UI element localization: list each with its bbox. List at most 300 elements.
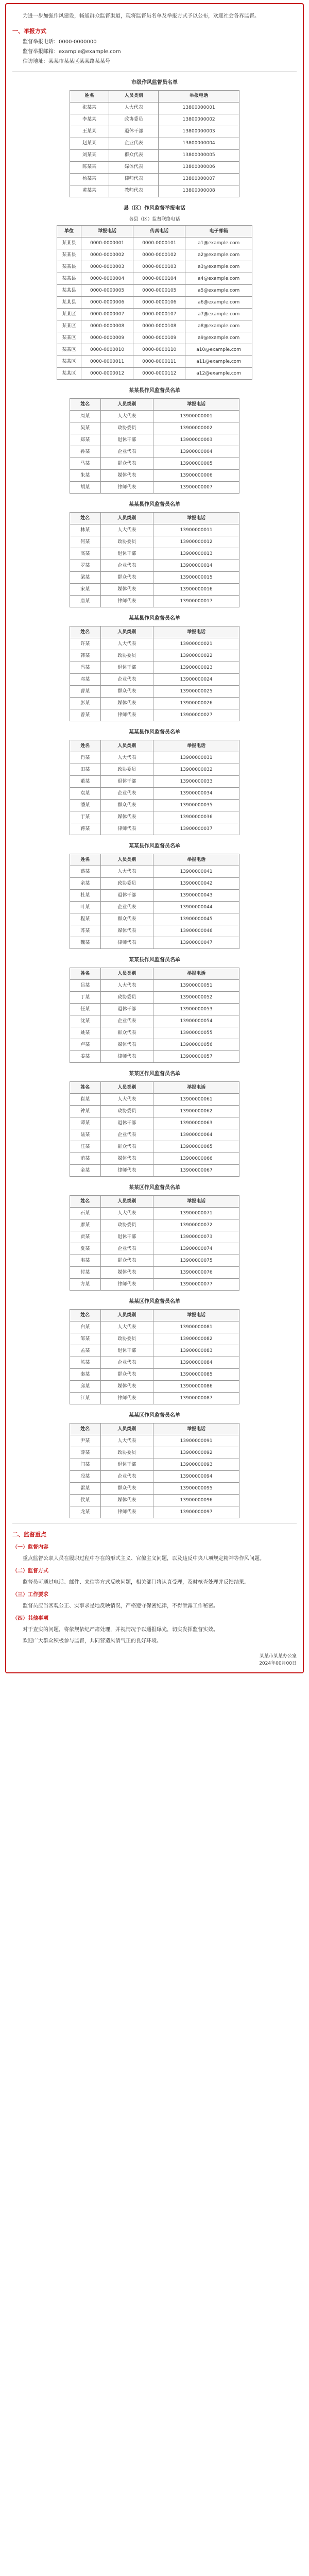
table-cell: 群众代表 bbox=[100, 457, 153, 469]
table-cell: 0000-0000003 bbox=[81, 261, 133, 273]
table-row bbox=[70, 1357, 239, 1368]
signature-block bbox=[12, 1653, 297, 1668]
table-header-cell: 姓名 bbox=[70, 90, 109, 102]
table-cell: 0000-0000012 bbox=[81, 367, 133, 379]
table-cell: 媒体代表 bbox=[100, 1494, 153, 1506]
table-cell: 律师代表 bbox=[100, 1278, 153, 1290]
table-cell: 群众代表 bbox=[109, 149, 159, 161]
table-cell: 袁某 bbox=[70, 787, 101, 799]
table-cell: 政协委员 bbox=[100, 1333, 153, 1345]
table-cell: 退休干部 bbox=[100, 1117, 153, 1129]
table-cell: 媒体代表 bbox=[100, 1039, 153, 1050]
table-cell: 企业代表 bbox=[100, 560, 153, 571]
section2-item-text: 监督员应当客观公正、实事求是地反映情况，严格遵守保密纪律，不得泄露工作秘密。 bbox=[23, 1603, 218, 1609]
signature-date: 2024年00月00日 bbox=[259, 1660, 297, 1666]
table-header-cell: 举报电话 bbox=[153, 398, 239, 410]
table-cell: 政协委员 bbox=[100, 650, 153, 662]
table-cell: 某某区 bbox=[57, 344, 81, 355]
table-row bbox=[70, 1345, 239, 1357]
table-cell: 某某县 bbox=[57, 249, 81, 261]
table-row bbox=[70, 1506, 239, 1518]
table-cell: 13900000074 bbox=[153, 1243, 239, 1255]
table-cell: 0000-0000006 bbox=[81, 296, 133, 308]
table-cell: 13900000081 bbox=[153, 1321, 239, 1333]
table-cell: 律师代表 bbox=[100, 1392, 153, 1404]
table-header-cell: 举报电话 bbox=[159, 90, 239, 102]
table-cell: 13900000032 bbox=[153, 764, 239, 775]
table-cell: 人大代表 bbox=[100, 866, 153, 877]
table-row bbox=[70, 650, 239, 662]
table-cell: 人大代表 bbox=[100, 1321, 153, 1333]
table-row bbox=[70, 1482, 239, 1494]
table-cell: 媒体代表 bbox=[109, 161, 159, 173]
section2-item-title: （三）工作要求 bbox=[12, 1591, 48, 1598]
table-cell: a12@example.com bbox=[185, 367, 252, 379]
table-cell: 13900000015 bbox=[153, 571, 239, 583]
table-cell: 郑某 bbox=[70, 434, 101, 446]
table-cell: 13900000005 bbox=[153, 457, 239, 469]
table-cell: 律师代表 bbox=[100, 937, 153, 948]
table-cell: 13900000097 bbox=[153, 1506, 239, 1518]
table-row bbox=[70, 1164, 239, 1176]
table-header-cell: 姓名 bbox=[70, 1309, 101, 1321]
section2-item-text: 监督员可通过电话、邮件、来信等方式反映问题，相关部门将认真受理，及时核查处理并反馈结果。 bbox=[23, 1579, 249, 1585]
county-roster-table bbox=[70, 1081, 239, 1177]
table-cell: 段某 bbox=[70, 1470, 101, 1482]
table-row bbox=[70, 991, 239, 1003]
table-row bbox=[70, 913, 239, 925]
table-cell: 某某区 bbox=[57, 308, 81, 320]
table-row bbox=[70, 823, 239, 835]
table-cell: 0000-0000102 bbox=[133, 249, 185, 261]
table-row bbox=[70, 102, 239, 114]
table-header-row bbox=[57, 225, 252, 237]
county-roster-title: 某某区作风监督员名单 bbox=[129, 1184, 180, 1191]
table-cell: 钟某 bbox=[70, 1105, 101, 1117]
table-cell: 人大代表 bbox=[100, 524, 153, 536]
county-roster-table bbox=[70, 512, 239, 607]
table-row bbox=[70, 1494, 239, 1506]
table-row bbox=[70, 925, 239, 937]
table-cell: 吴某 bbox=[70, 422, 101, 434]
table-row bbox=[70, 1470, 239, 1482]
table-row bbox=[70, 1243, 239, 1255]
table-header-cell: 人员类别 bbox=[100, 1195, 153, 1207]
table-cell: 13900000034 bbox=[153, 787, 239, 799]
table-row bbox=[70, 1333, 239, 1345]
table-row bbox=[70, 1447, 239, 1459]
table-cell: 政协委员 bbox=[100, 877, 153, 889]
table-cell: 政协委员 bbox=[100, 1447, 153, 1459]
table-row bbox=[57, 308, 252, 320]
table-cell: 政协委员 bbox=[100, 1105, 153, 1117]
table-header-row bbox=[70, 1081, 239, 1093]
table-cell: 0000-0000002 bbox=[81, 249, 133, 261]
table-cell: 某某区 bbox=[57, 355, 81, 367]
table-cell: 13900000022 bbox=[153, 650, 239, 662]
table-cell: 某某县 bbox=[57, 261, 81, 273]
table-cell: a4@example.com bbox=[185, 273, 252, 284]
table-cell: 某某区 bbox=[57, 332, 81, 344]
table-cell: 刘某某 bbox=[70, 149, 109, 161]
table-cell: 13900000013 bbox=[153, 548, 239, 560]
table-cell: 范某 bbox=[70, 1153, 101, 1164]
table-cell: 退休干部 bbox=[100, 1231, 153, 1243]
table-cell: 13900000072 bbox=[153, 1219, 239, 1231]
table-row bbox=[70, 524, 239, 536]
table-cell: 彭某 bbox=[70, 697, 101, 709]
section2-item-title: （四）其他事项 bbox=[12, 1615, 48, 1621]
table-cell: 龙某 bbox=[70, 1506, 101, 1518]
table-cell: 退休干部 bbox=[109, 126, 159, 138]
table-cell: 江某 bbox=[70, 1392, 101, 1404]
table-cell: 许某 bbox=[70, 638, 101, 650]
table-cell: 13900000016 bbox=[153, 583, 239, 595]
table-cell: 赵某某 bbox=[70, 138, 109, 149]
table-cell: 韦某 bbox=[70, 1255, 101, 1266]
table-row bbox=[57, 320, 252, 332]
table-header-cell: 举报电话 bbox=[153, 512, 239, 524]
table-cell: 13800000005 bbox=[159, 149, 239, 161]
county-roster-title: 某某县作风监督员名单 bbox=[129, 501, 180, 507]
table-cell: 13900000093 bbox=[153, 1459, 239, 1470]
table-row bbox=[70, 481, 239, 493]
table-row bbox=[70, 662, 239, 673]
county-roster-table bbox=[70, 968, 239, 1063]
table-row bbox=[70, 126, 239, 138]
table-cell: 付某 bbox=[70, 1266, 101, 1278]
table-cell: 人大代表 bbox=[100, 638, 153, 650]
table-header-row bbox=[70, 626, 239, 638]
table-header-cell: 单位 bbox=[57, 225, 81, 237]
section2-item-title: （二）监督方式 bbox=[12, 1568, 48, 1574]
table-cell: 律师代表 bbox=[100, 1050, 153, 1062]
table-row bbox=[57, 332, 252, 344]
table-cell: 13900000091 bbox=[153, 1435, 239, 1447]
table-cell: 13900000067 bbox=[153, 1164, 239, 1176]
table-cell: 退休干部 bbox=[100, 1345, 153, 1357]
table-cell: 13900000084 bbox=[153, 1357, 239, 1368]
table-cell: 媒体代表 bbox=[100, 811, 153, 823]
table-cell: a7@example.com bbox=[185, 308, 252, 320]
table-row bbox=[70, 1050, 239, 1062]
table-cell: 13900000025 bbox=[153, 685, 239, 697]
table-cell: 媒体代表 bbox=[100, 925, 153, 937]
table-cell: 张某某 bbox=[70, 102, 109, 114]
table-cell: 周某 bbox=[70, 410, 101, 422]
table-row bbox=[70, 173, 239, 185]
table-row bbox=[70, 752, 239, 764]
table-cell: 13900000001 bbox=[153, 410, 239, 422]
table-header-cell: 人员类别 bbox=[100, 740, 153, 752]
table-cell: 13800000002 bbox=[159, 114, 239, 126]
table-header-cell: 人员类别 bbox=[100, 398, 153, 410]
table-cell: 13900000076 bbox=[153, 1266, 239, 1278]
table-cell: 0000-0000111 bbox=[133, 355, 185, 367]
table-cell: 冯某 bbox=[70, 662, 101, 673]
table-cell: 吕某 bbox=[70, 979, 101, 991]
table-header-cell: 电子邮箱 bbox=[185, 225, 252, 237]
table-header-cell: 姓名 bbox=[70, 512, 101, 524]
table-cell: 13900000012 bbox=[153, 536, 239, 548]
table-header-cell: 传真电话 bbox=[133, 225, 185, 237]
table-cell: 邓某 bbox=[70, 673, 101, 685]
county-roster-title: 某某县作风监督员名单 bbox=[129, 729, 180, 735]
table-cell: 13900000042 bbox=[153, 877, 239, 889]
table-cell: 0000-0000004 bbox=[81, 273, 133, 284]
table-cell: 13800000008 bbox=[159, 185, 239, 197]
table-cell: 13900000002 bbox=[153, 422, 239, 434]
table-cell: 孙某 bbox=[70, 446, 101, 457]
table-cell: 黄某某 bbox=[70, 185, 109, 197]
section2-item-text: 重点监督公职人员在履职过程中存在的形式主义、官僚主义问题，以及违反中央八项规定精神等作风问题。 bbox=[23, 1555, 265, 1562]
table-row bbox=[70, 811, 239, 823]
table-cell: 蔡某 bbox=[70, 866, 101, 877]
table-header-cell: 举报电话 bbox=[153, 626, 239, 638]
table-cell: 律师代表 bbox=[100, 595, 153, 607]
table-row bbox=[70, 1255, 239, 1266]
table-cell: 媒体代表 bbox=[100, 583, 153, 595]
table-cell: 某某区 bbox=[57, 367, 81, 379]
table-cell: 罗某 bbox=[70, 560, 101, 571]
table-cell: 群众代表 bbox=[100, 1027, 153, 1039]
table-row bbox=[70, 560, 239, 571]
county-roster-title: 某某区作风监督员名单 bbox=[129, 1412, 180, 1418]
table-cell: 于某 bbox=[70, 811, 101, 823]
table-row bbox=[70, 161, 239, 173]
table-cell: 13900000077 bbox=[153, 1278, 239, 1290]
table-header-row bbox=[70, 1423, 239, 1435]
table-cell: 13900000095 bbox=[153, 1482, 239, 1494]
table-header-row bbox=[70, 1195, 239, 1207]
table-cell: 企业代表 bbox=[109, 138, 159, 149]
roster-county-subtitle: 各县（区）监督联络电话 bbox=[129, 216, 180, 222]
table-cell: 13900000062 bbox=[153, 1105, 239, 1117]
table-row bbox=[70, 1266, 239, 1278]
table-row bbox=[57, 355, 252, 367]
table-cell: 熊某 bbox=[70, 1357, 101, 1368]
table-header-cell: 姓名 bbox=[70, 398, 101, 410]
table-row bbox=[70, 469, 239, 481]
table-cell: 人大代表 bbox=[100, 1207, 153, 1219]
table-cell: 媒体代表 bbox=[100, 469, 153, 481]
table-cell: 蒋某 bbox=[70, 823, 101, 835]
table-row bbox=[70, 583, 239, 595]
table-cell: 退休干部 bbox=[100, 1003, 153, 1015]
table-cell: 13900000023 bbox=[153, 662, 239, 673]
table-cell: 企业代表 bbox=[100, 1357, 153, 1368]
table-cell: 薛某 bbox=[70, 1447, 101, 1459]
table-cell: 0000-0000106 bbox=[133, 296, 185, 308]
table-row bbox=[70, 1207, 239, 1219]
table-header-cell: 姓名 bbox=[70, 626, 101, 638]
table-cell: 企业代表 bbox=[100, 1015, 153, 1027]
table-row bbox=[70, 1105, 239, 1117]
table-row bbox=[70, 638, 239, 650]
county-roster-title: 某某县作风监督员名单 bbox=[129, 615, 180, 621]
table-cell: 0000-0000010 bbox=[81, 344, 133, 355]
table-row bbox=[70, 1459, 239, 1470]
table-cell: 邱某 bbox=[70, 1380, 101, 1392]
table-row bbox=[70, 866, 239, 877]
table-row bbox=[70, 979, 239, 991]
table-cell: 0000-0000107 bbox=[133, 308, 185, 320]
county-roster-table bbox=[70, 1195, 239, 1291]
table-cell: 秦某 bbox=[70, 1368, 101, 1380]
county-roster-title: 某某区作风监督员名单 bbox=[129, 1071, 180, 1077]
table-row bbox=[70, 571, 239, 583]
section2-item-title: （一）监督内容 bbox=[12, 1544, 48, 1550]
table-cell: 肖某 bbox=[70, 752, 101, 764]
table-cell: 群众代表 bbox=[100, 799, 153, 811]
table-cell: 13900000065 bbox=[153, 1141, 239, 1153]
table-cell: a2@example.com bbox=[185, 249, 252, 261]
table-cell: 沈某 bbox=[70, 1015, 101, 1027]
section1-lines bbox=[12, 38, 297, 66]
table-cell: 曹某 bbox=[70, 685, 101, 697]
intro-paragraph: 为进一步加强作风建设，畅通群众监督渠道，现将监督员名单及举报方式予以公布，欢迎社会各界监督。 bbox=[23, 13, 260, 19]
table-cell: 媒体代表 bbox=[100, 1266, 153, 1278]
divider bbox=[12, 71, 297, 72]
table-cell: 媒体代表 bbox=[100, 1153, 153, 1164]
county-roster-table bbox=[70, 398, 239, 494]
table-cell: 13900000037 bbox=[153, 823, 239, 835]
table-cell: 余某 bbox=[70, 877, 101, 889]
table-cell: 13900000031 bbox=[153, 752, 239, 764]
table-cell: 闫某 bbox=[70, 1459, 101, 1470]
table-header-cell: 人员类别 bbox=[100, 1309, 153, 1321]
table-cell: 13800000007 bbox=[159, 173, 239, 185]
table-cell: 企业代表 bbox=[100, 1129, 153, 1141]
table-cell: 13900000085 bbox=[153, 1368, 239, 1380]
table-row bbox=[70, 697, 239, 709]
table-header-row bbox=[70, 968, 239, 979]
table-cell: 苏某 bbox=[70, 925, 101, 937]
table-cell: 群众代表 bbox=[100, 1141, 153, 1153]
table-cell: 方某 bbox=[70, 1278, 101, 1290]
table-cell: a5@example.com bbox=[185, 284, 252, 296]
table-row bbox=[70, 764, 239, 775]
table-cell: a6@example.com bbox=[185, 296, 252, 308]
table-cell: 0000-0000011 bbox=[81, 355, 133, 367]
table-cell: 13900000083 bbox=[153, 1345, 239, 1357]
table-cell: a10@example.com bbox=[185, 344, 252, 355]
section2-item-text: 对于查实的问题，将依规依纪严肃处理，并视情况予以通报曝光，切实发挥监督实效。 bbox=[23, 1626, 218, 1633]
page bbox=[5, 0, 304, 1679]
table-header-cell: 人员类别 bbox=[100, 512, 153, 524]
signature-org: 某某市某某办公室 bbox=[259, 1653, 297, 1659]
table-cell: 任某 bbox=[70, 1003, 101, 1015]
contact-line: 信访地址：某某市某某区某某路某某号 bbox=[23, 58, 110, 64]
table-cell: 13900000094 bbox=[153, 1470, 239, 1482]
table-cell: 退休干部 bbox=[100, 1459, 153, 1470]
table-cell: 企业代表 bbox=[100, 1243, 153, 1255]
table-header-cell: 人员类别 bbox=[109, 90, 159, 102]
table-cell: 群众代表 bbox=[100, 1255, 153, 1266]
county-roster-title: 某某县作风监督员名单 bbox=[129, 387, 180, 394]
table-row bbox=[70, 1231, 239, 1243]
table-cell: 0000-0000008 bbox=[81, 320, 133, 332]
table-header-row bbox=[70, 740, 239, 752]
table-cell: 13900000096 bbox=[153, 1494, 239, 1506]
table-cell: 群众代表 bbox=[100, 913, 153, 925]
table-header-cell: 举报电话 bbox=[153, 854, 239, 866]
table-cell: 企业代表 bbox=[100, 673, 153, 685]
table-row bbox=[70, 410, 239, 422]
table-cell: 教师代表 bbox=[109, 185, 159, 197]
table-cell: 王某某 bbox=[70, 126, 109, 138]
table-cell: 政协委员 bbox=[100, 764, 153, 775]
table-header-row bbox=[70, 90, 239, 102]
table-cell: 唐某 bbox=[70, 595, 101, 607]
table-cell: 廖某 bbox=[70, 1219, 101, 1231]
table-cell: 陈某某 bbox=[70, 161, 109, 173]
table-cell: 13900000027 bbox=[153, 709, 239, 721]
table-cell: 律师代表 bbox=[100, 709, 153, 721]
table-cell: 高某 bbox=[70, 548, 101, 560]
table-header-cell: 举报电话 bbox=[153, 968, 239, 979]
table-cell: 13900000014 bbox=[153, 560, 239, 571]
table-row bbox=[70, 1093, 239, 1105]
table-cell: 政协委员 bbox=[100, 422, 153, 434]
table-cell: 13900000041 bbox=[153, 866, 239, 877]
table-cell: 13900000057 bbox=[153, 1050, 239, 1062]
table-cell: 0000-0000104 bbox=[133, 273, 185, 284]
table-header-cell: 举报电话 bbox=[153, 740, 239, 752]
table-cell: 李某某 bbox=[70, 114, 109, 126]
table-cell: 政协委员 bbox=[100, 991, 153, 1003]
table-cell: 魏某 bbox=[70, 937, 101, 948]
table-row bbox=[70, 799, 239, 811]
table-cell: 退休干部 bbox=[100, 889, 153, 901]
table-cell: 0000-0000101 bbox=[133, 237, 185, 249]
table-header-cell: 姓名 bbox=[70, 968, 101, 979]
table-cell: 政协委员 bbox=[100, 536, 153, 548]
table-cell: 群众代表 bbox=[100, 1368, 153, 1380]
table-cell: 群众代表 bbox=[100, 1482, 153, 1494]
table-cell: 律师代表 bbox=[100, 823, 153, 835]
table-cell: 夏某 bbox=[70, 1243, 101, 1255]
table-cell: 某某县 bbox=[57, 237, 81, 249]
section1-heading: 一、举报方式 bbox=[12, 28, 46, 35]
table-row bbox=[70, 775, 239, 787]
table-cell: 丁某 bbox=[70, 991, 101, 1003]
table-cell: 叶某 bbox=[70, 901, 101, 913]
content-frame bbox=[5, 3, 304, 1673]
table-cell: 13900000017 bbox=[153, 595, 239, 607]
table-header-cell: 姓名 bbox=[70, 1081, 101, 1093]
table-cell: 姚某 bbox=[70, 1027, 101, 1039]
table-row bbox=[70, 185, 239, 197]
table-cell: 0000-0000005 bbox=[81, 284, 133, 296]
table-header-cell: 姓名 bbox=[70, 1423, 101, 1435]
table-row bbox=[70, 709, 239, 721]
table-cell: 邹某 bbox=[70, 1333, 101, 1345]
table-row bbox=[70, 422, 239, 434]
table-cell: 人大代表 bbox=[109, 102, 159, 114]
table-cell: 孟某 bbox=[70, 1345, 101, 1357]
table-row bbox=[70, 1278, 239, 1290]
table-cell: a11@example.com bbox=[185, 355, 252, 367]
table-cell: a9@example.com bbox=[185, 332, 252, 344]
table-cell: 雷某 bbox=[70, 1482, 101, 1494]
table-cell: 群众代表 bbox=[100, 571, 153, 583]
table-row bbox=[70, 1039, 239, 1050]
county-roster-table bbox=[70, 740, 239, 835]
table-cell: 13800000001 bbox=[159, 102, 239, 114]
table-cell: 政协委员 bbox=[109, 114, 159, 126]
table-cell: 白某 bbox=[70, 1321, 101, 1333]
